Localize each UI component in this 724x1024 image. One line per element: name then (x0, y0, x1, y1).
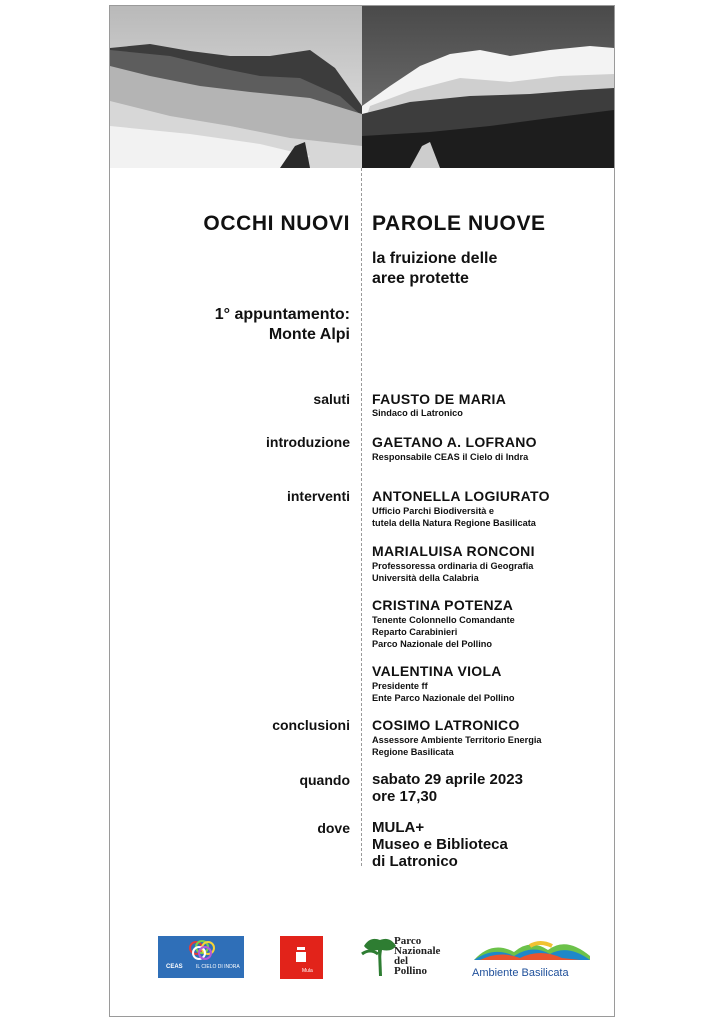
speaker-role: Assessore Ambiente Territorio Energia (372, 735, 542, 745)
ambiente-basilicata-logo (470, 936, 594, 982)
ambiente-name: Ambiente Basilicata (472, 967, 569, 979)
mula-block-icon (296, 952, 306, 962)
program-label-saluti: saluti (313, 391, 350, 407)
appointment-line-1: 1° appuntamento: (214, 306, 350, 323)
ceas-circles-icon (158, 936, 244, 978)
parco-pollino-logo (360, 934, 441, 980)
venue-line-2: Museo e Biblioteca (372, 836, 508, 853)
parco-name (394, 936, 440, 976)
mountain-photo (110, 6, 614, 168)
speaker-name: MARIALUISA RONCONI (372, 543, 535, 559)
speaker-role: Responsabile CEAS il Cielo di Indra (372, 452, 529, 462)
parco-name-line-4: Pollino (394, 965, 428, 977)
hills-icon (470, 936, 594, 962)
when-label: quando (299, 772, 350, 788)
speaker-role: Tenente Colonnello Comandante (372, 615, 515, 625)
speaker-role: Ufficio Parchi Biodiversità e (372, 506, 495, 516)
parco-name-line-2: Nazionale (394, 945, 441, 957)
parco-name-line-1: Parco (394, 935, 422, 947)
where-label: dove (317, 820, 350, 836)
ceas-logo (158, 936, 244, 978)
ceas-name: IL CIELO DI INDRA (196, 964, 240, 970)
speaker-name: ANTONELLA LOGIURATO (372, 488, 550, 504)
event-date: sabato 29 aprile 2023 (372, 771, 523, 788)
center-divider (361, 168, 362, 866)
parco-name-line-3: del (394, 955, 409, 967)
subtitle-line-1: la fruizione delle (372, 250, 498, 267)
speaker-role: Regione Basilicata (372, 747, 454, 757)
speaker-role: Ente Parco Nazionale del Pollino (372, 693, 515, 703)
speaker-name: VALENTINA VIOLA (372, 663, 502, 679)
event-poster (109, 5, 615, 1017)
appointment-line-2: Monte Alpi (268, 326, 350, 343)
speaker-role: Professoressa ordinaria di Geografia (372, 561, 534, 571)
speaker-role: tutela della Natura Regione Basilicata (372, 518, 536, 528)
speaker-role: Reparto Carabinieri (372, 627, 458, 637)
title-right: PAROLE NUOVE (372, 212, 546, 235)
venue-line-1: MULA+ (372, 819, 425, 836)
speaker-name: GAETANO A. LOFRANO (372, 434, 537, 450)
speaker-role: Presidente ff (372, 681, 428, 691)
speaker-name: FAUSTO DE MARIA (372, 391, 507, 407)
mula-text: Mula (302, 968, 313, 974)
subtitle-line-2: aree protette (372, 270, 469, 287)
mula-logo (280, 936, 323, 979)
speaker-role: Università della Calabria (372, 573, 479, 583)
venue-line-3: di Latronico (372, 853, 458, 870)
program-label-introduzione: introduzione (266, 434, 350, 450)
program-label-conclusioni: conclusioni (272, 717, 350, 733)
speaker-name: CRISTINA POTENZA (372, 597, 514, 613)
event-time: ore 17,30 (372, 788, 438, 805)
program-label-interventi: interventi (286, 488, 350, 504)
mula-mark-icon (297, 947, 305, 950)
title-left: OCCHI NUOVI (203, 212, 350, 235)
ceas-abbr: CEAS (166, 964, 183, 970)
speaker-name: COSIMO LATRONICO (372, 717, 520, 733)
speaker-role: Parco Nazionale del Pollino (372, 639, 492, 649)
speaker-role: Sindaco di Latronico (372, 408, 463, 418)
